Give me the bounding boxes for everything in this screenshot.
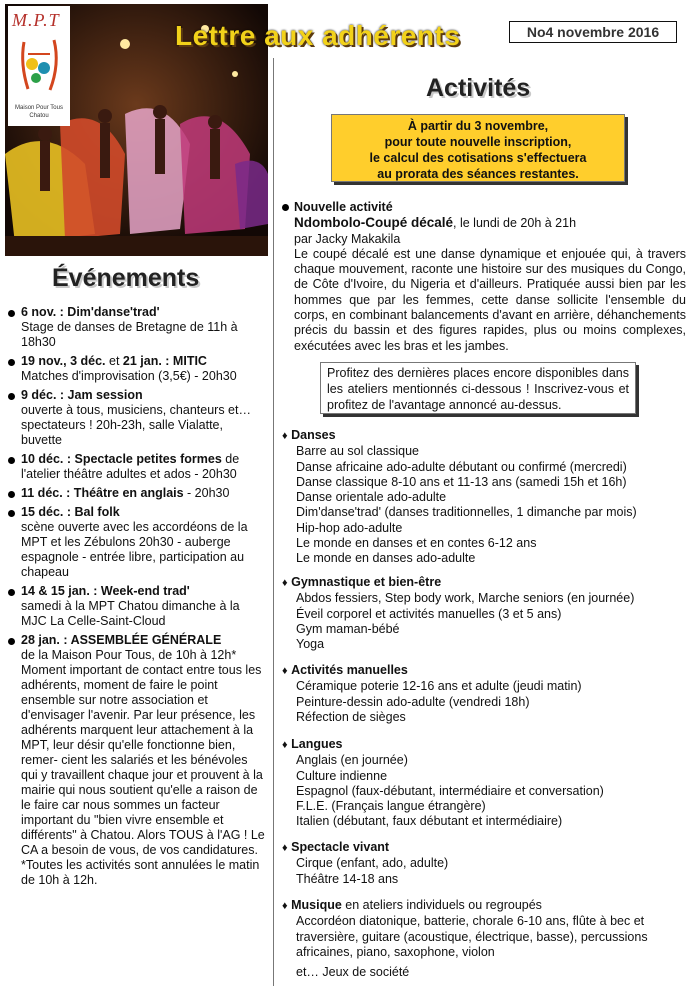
newsletter-title: Lettre aux adhérents [175,20,461,51]
notice-line: À partir du 3 novembre, [407,119,549,133]
event-item [8,486,266,501]
category-title: Gymnastique et bien-être [291,575,442,589]
events-list [8,305,266,892]
event-title: : Bal folk [63,505,120,519]
notice-box [331,114,625,182]
category-item: Yoga [296,637,325,652]
event-details: l'atelier théâtre adultes et ados - 20h30 [21,467,237,481]
event-connector: et [105,354,123,368]
category-item: Cirque (enfant, ado, adulte) [296,856,449,871]
category-item: Gym maman-bébé [296,621,400,636]
new-activity-teacher: par Jacky Makakila [294,231,401,246]
category-item: F.L.E. (Français langue étrangère) [296,799,486,814]
event-date: 19 nov., 3 déc. [21,354,106,368]
bullet-icon [8,457,15,464]
issue-badge: No4 novembre 2016 [509,21,677,43]
category-item: Peinture-dessin ado-adulte (vendredi 18h) [296,694,530,709]
event-date: 21 jan. [122,354,162,368]
category-activites-manuelles [282,663,686,725]
category-item: Éveil corporel et activités manuelles (3 et 5 ans) [296,606,562,621]
category-title: Musique [291,898,342,912]
places-available-box: Profitez des dernières places encore disponibles dans les ateliers mentionnés ci-dessous ! Inscrivez-vous et profitez de l'avantage annoncé au-dessus. [320,362,636,414]
category-item: Culture indienne [296,768,388,783]
event-item [8,354,266,384]
diamond-icon: ♦ [282,739,288,751]
new-activity-schedule: , le lundi de 20h à 21h [453,216,577,231]
category-item: Danse classique 8-10 ans et 11-13 ans (samedi 15h et 16h) [296,474,627,489]
category-item: Théâtre 14-18 ans [296,871,399,886]
event-title: : Week-end trad' [89,584,190,598]
new-activity-name: Ndombolo-Coupé décalé [294,215,454,231]
footer-line: et… Jeux de société [296,965,410,980]
diamond-icon: ♦ [282,842,288,854]
category-item: Anglais (en journée) [296,753,408,768]
event-date: 28 jan. [21,633,60,647]
category-item: Le monde en danses et en contes 6-12 ans [296,536,537,551]
bullet-icon [282,204,289,211]
category-langues [282,737,686,830]
category-danses [282,428,686,567]
event-title: : Spectacle petites formes [63,452,222,466]
event-title: : Dim'danse'trad' [56,305,160,319]
event-details: samedi à la MPT Chatou dimanche à la MJC La Celle-Saint-Cloud [21,599,240,628]
diamond-icon: ♦ [282,430,288,442]
bullet-icon [8,589,15,596]
category-item: Abdos fessiers, Step body work, Marche seniors (en journée) [296,591,635,606]
event-title: : MITIC [161,354,207,368]
events-heading: Événements [52,264,200,292]
event-date: 14 & 15 jan. [21,584,90,598]
category-item: Danse africaine ado-adulte débutant ou confirmé (mercredi) [296,459,627,474]
category-item: Espagnol (faux-débutant, intermédiaire et conversation) [296,783,604,798]
event-date: 6 nov. [21,305,57,319]
category-title: Danses [291,428,336,442]
event-details: ouverte à tous, musiciens, chanteurs et… spectateurs ! 20h-23h, salle Vialatte, buvette [21,403,251,447]
category-item: Réfection de sièges [296,709,406,724]
diamond-icon: ♦ [282,900,288,912]
event-title-tail: - 20h30 [183,486,230,500]
category-gymnastique [282,575,686,652]
event-item [8,584,266,629]
event-date: 11 déc. [21,486,63,500]
category-item: Céramique poterie 12-16 ans et adulte (jeudi matin) [296,679,582,694]
event-item [8,305,266,350]
event-details: Matches d'improvisation (3,5€) - 20h30 [21,369,237,383]
column-divider [273,58,274,986]
event-title: : Théâtre en anglais [62,486,184,500]
category-title: Langues [291,737,343,751]
category-item: Italien (débutant, faux débutant et intermédiaire) [296,814,563,829]
activities-heading: Activités [426,74,531,102]
event-item [8,633,266,888]
category-item: Danse orientale ado-adulte [296,490,447,505]
event-title: : Jam session [56,388,143,402]
category-item: Accordéon diatonique, batterie, chorale 6-10 ans, flûte à bec et traversière, guitare (acoustique, électrique, basse), percussions africaines, piano, saxophone, violon [296,914,648,959]
category-item: Hip-hop ado-adulte [296,520,403,535]
category-note: en ateliers individuels ou regroupés [341,898,542,912]
event-item [8,505,266,580]
new-activity-description: Le coupé décalé est une danse dynamique et enjouée qui, à travers chaque mouvement, raconte une histoire sur des musiques du Congo, de Côte d'Ivoire, du Nigeria et d'ailleurs. Pratiquée aussi bien par les hommes que par les femmes, cette danse sollicite l'ensemble du corps, en combinant balancements d'avant en arrière, déhanchements précis du bassin et des figures rapides, plus ou moins complexes, exécutées avec les bras et les jambes. [294,246,686,353]
diamond-icon: ♦ [282,577,288,589]
bullet-icon [8,510,15,517]
bullet-icon [8,491,15,498]
bullet-icon [8,393,15,400]
event-date: 9 déc. [21,388,57,402]
category-musique [282,898,686,980]
bullet-icon [8,310,15,317]
new-activity-label: Nouvelle activité [294,200,393,214]
notice-line: pour toute nouvelle inscription, [384,135,572,149]
new-activity [282,200,686,354]
category-item: Le monde en danses ado-adulte [296,551,476,566]
event-details: scène ouverte avec les accordéons de la MPT et les Zébulons 20h30 - auberge espagnole - entrée libre, participation au chapeau [21,520,248,579]
event-title: : ASSEMBLÉE GÉNÉRALE [59,633,222,647]
event-item [8,452,266,482]
mpt-logo [8,6,70,126]
notice-line: le calcul des cotisations s'effectuera [369,151,587,165]
event-details: de la Maison Pour Tous, de 10h à 12h* Moment important de contact entre tous les adhérents, moment de faire le point ensemble sur notre association et d'envisager l'avenir. Par leur présence, les adhérents marquent leur attachement à la MPT, leur désir qu'elle fonctionne bien, remer- cient les salariés et les bénévoles qui y travaillent chaque jour et prouvent à la mairie qui nous soutient qu'elle a raison de le faire car nous sommes un facteur important du "bien vivre ensemble et différents" à Chatou. Alors TOUS à l'AG ! Le CA a besoin de vous, de vos candidatures. *Toutes les activités sont annulées le matin de 10h à 12h. [21,648,265,887]
logo-figures-icon [14,34,64,96]
event-details: Stage de danses de Bretagne de 11h à 18h30 [21,320,238,349]
notice-line: au prorata des séances restantes. [377,167,579,181]
category-item: Dim'danse'trad' (danses traditionnelles, 1 dimanche par mois) [296,505,637,520]
bullet-icon [8,638,15,645]
event-date: 15 déc. [21,505,64,519]
bullet-icon [8,359,15,366]
diamond-icon: ♦ [282,665,288,677]
logo-caption: Maison Pour Tous Chatou [15,105,63,119]
event-date: 10 déc. [21,452,64,466]
category-title: Spectacle vivant [291,840,390,854]
event-item [8,388,266,448]
event-title-tail: de [221,452,240,466]
category-item: Barre au sol classique [296,444,419,459]
logo-text: M.P.T [12,10,60,30]
category-spectacle-vivant [282,840,686,887]
category-title: Activités manuelles [291,663,408,677]
